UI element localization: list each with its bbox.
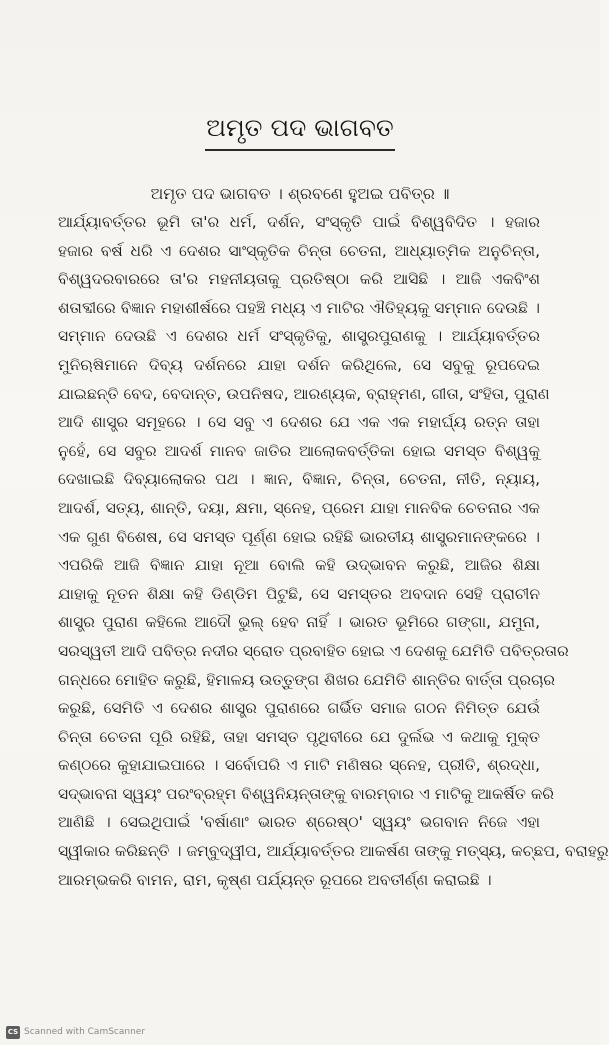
text-line: ସରସ୍ୱତୀ ଆଦି ପବିତ୍ର ନଦୀର ସ୍ରୋତ ପ୍ରବାହିତ ହୋଇ ଏ ଦେଶକୁ ଯେମିତି ପବିତ୍ରତାର <box>58 641 569 660</box>
text-line: ସ୍ୱୀକାର କରିଛନ୍ତି । ଜମ୍ବୁଦ୍ୱୀପ, ଆର୍ଯ୍ୟାବର୍ତ୍ତର ଆକର୍ଷଣ ତାଙ୍କୁ ମତ୍ସ୍ୟ, କଚ୍ଛପ, ବରାହରୁ <box>58 842 609 861</box>
text-line: ବିଶ୍ୱଦରବାରରେ ତା'ର ମହନୀୟତାକୁ ପ୍ରତିଷ୍ଠା କରି ଆସିଛି । ଆଜି ଏକବିଂଶ <box>58 270 540 289</box>
text-line: ଶାସ୍ତ୍ର ପୁରାଣ କହିଲେ ଆଦୌ ଭୁଲ୍ ହେବ ନାହିଁ । ଭାରତ ଭୂମିରେ ଗଙ୍ଗା, ଯମୁନା, <box>58 613 540 632</box>
watermark-text: Scanned with CamScanner <box>24 1027 146 1037</box>
text-line: ସମ୍ମାନ ଦେଉଛି ଏ ଦେଶର ଧର୍ମ ସଂସ୍କୃତିକୁ, ଶାସ୍ତ୍ରପୁରାଣକୁ । ଆର୍ଯ୍ୟାବର୍ତ୍ତର <box>58 327 540 346</box>
text-line: ଯାଇଛନ୍ତି ବେଦ, ବେଦାନ୍ତ, ଉପନିଷଦ, ଆରଣ୍ୟକ, ବ୍ରାହ୍ମଣ, ଗୀତା, ସଂହିତା, ପୁରାଣ <box>58 384 550 403</box>
scanner-watermark <box>6 1024 145 1040</box>
text-line: ନୁହେଁ, ସେ ସବୁର ଆଦର୍ଶ ମାନବ ଜାତିର ଆଲୋକବର୍ତ୍ତିକା ହୋଇ ସମସ୍ତ ବିଶ୍ୱକୁ <box>58 441 540 460</box>
body-text <box>58 208 609 894</box>
text-line: ହଜାର ବର୍ଷ ଧରି ଏ ଦେଶର ସାଂସ୍କୃତିକ ଚିନ୍ତା ଚେତନା, ଆଧ୍ୟାତ୍ମିକ ଅନୁଚିନ୍ତା, <box>58 241 540 260</box>
text-line: ସଦ୍ଭାବନା ସ୍ୱୟଂ ପରଂବ୍ରହ୍ମ ବିଶ୍ୱନିୟନ୍ତାଙ୍କୁ ବାରମ୍ବାର ଏ ମାଟିକୁ ଆକର୍ଷିତ କରି <box>58 784 555 803</box>
title-underline <box>205 149 395 151</box>
text-line: ଗନ୍ଧରେ ମୋହିତ କରୁଛି, ହିମାଳୟ ଉତ୍ତୁଙ୍ଗ ଶିଖର ଯେମିତି ଶାନ୍ତିର ବାର୍ତ୍ତା ପ୍ରଚାର <box>58 670 556 689</box>
text-line: ଆଦର୍ଶ, ସତ୍ୟ, ଶାନ୍ତି, ଦୟା, କ୍ଷମା, ସ୍ନେହ, ପ୍ରେମ ଯାହା ମାନବିକ ଚେତନାର ଏକ <box>58 498 540 517</box>
text-line: ଏପରିକି ଆଜି ବିଜ୍ଞାନ ଯାହା ନୂଆ ବୋଲି କହି ଉଦ୍ଭାବନ କରୁଛି, ଆଜିର ଶିକ୍ଷା <box>58 556 540 575</box>
text-line: ମୁନିଋଷିମାନେ ଦିବ୍ୟ ଦର୍ଶନରେ ଯାହା ଦର୍ଶନ କରିଥିଲେ, ସେ ସବୁକୁ ରୂପଦେଇ <box>58 355 540 374</box>
text-line: ଆର୍ଯ୍ୟାବର୍ତ୍ତର ଭୂମି ତା'ର ଧର୍ମ, ଦର୍ଶନ, ସଂସ୍କୃତି ପାଇଁ ବିଶ୍ୱବିଦିତ । ହଜାର <box>58 213 540 231</box>
text-line: କଣ୍ଠରେ କୁହାଯାଇପାରେ । ସର୍ବୋପରି ଏ ମାଟି ମଣିଷର ସ୍ନେହ, ପ୍ରୀତି, ଶ୍ରଦ୍ଧା, <box>58 756 540 775</box>
text-line: ଆଦି ଶାସ୍ତ୍ର ସମୂହରେ । ସେ ସବୁ ଏ ଦେଶର ଯେ ଏକ ଏକ ମହାର୍ଘ୍ୟ ରତ୍ନ ତାହା <box>58 413 540 432</box>
page-title: ଅମୃତ ପଦ ଭାଗବତ <box>206 113 394 142</box>
camscanner-logo-icon: CS <box>6 1026 20 1039</box>
text-line: ଶତାବ୍ଦୀରେ ବିଜ୍ଞାନ ମହାଶୀର୍ଷରେ ପହଞ୍ଚି ମଧ୍ୟ ଏ ମାଟିର ଐତିହ୍ୟକୁ ସମ୍ମାନ ଦେଉଛି । <box>58 298 540 317</box>
text-line: ଏକ ଗୁଣ ବିଶେଷ, ସେ ସମସ୍ତ ପୂର୍ଣ୍ଣ ହୋଇ ରହିଛି ଭାରତୀୟ ଶାସ୍ତ୍ରମାନଙ୍କରେ । <box>58 527 540 546</box>
text-line: କରୁଛି, ସେମିତି ଏ ଦେଶର ଶାସ୍ତ୍ର ପୁରାଣରେ ଗର୍ଭିତ ସମାଜ ଗଠନ ନିମିତ୍ତ ଯେଉଁ <box>58 699 540 718</box>
text-line: ଯାହାକୁ ନୂତନ ଶିକ୍ଷା କହି ଡିଣ୍ଡିମ ପିଟୁଛି, ସେ ସମସ୍ତର ଅବଦାନ ସେହି ପ୍ରାଚୀନ <box>58 584 540 603</box>
text-line: ଦେଖାଇଛି ଦିବ୍ୟାଲୋକର ପଥ । ଜ୍ଞାନ, ବିଜ୍ଞାନ, ଚିନ୍ତା, ଚେତନା, ନୀତି, ନ୍ୟାୟ, <box>58 470 540 489</box>
subtitle-verse: ଅମୃତ ପଦ ଭାଗବତ । ଶ୍ରବଣେ ହୁଅଇ ପବିତ୍ର ॥ <box>150 184 450 203</box>
text-line: ଆଣିଛି । ସେଇଥିପାଇଁ 'ବର୍ଷାଣାଂ ଭାରତ ଶ୍ରେଷ୍ଠ' ସ୍ୱୟଂ ଭଗବାନ ନିଜେ ଏହା <box>58 813 540 832</box>
text-line: ଚିନ୍ତା ଚେତନା ପୂରି ରହିଛି, ତାହା ସମସ୍ତ ପୃଥିବୀରେ ଯେ ଦୁର୍ଲଭ ଏ କଥାକୁ ମୁକ୍ତ <box>58 727 540 746</box>
text-line: ଆରମ୍ଭକରି ବାମନ, ରାମ, କୃଷ୍ଣ ପର୍ଯ୍ୟନ୍ତ ରୂପରେ ଅବତୀର୍ଣ୍ଣ କରାଇଛି । <box>58 870 492 889</box>
